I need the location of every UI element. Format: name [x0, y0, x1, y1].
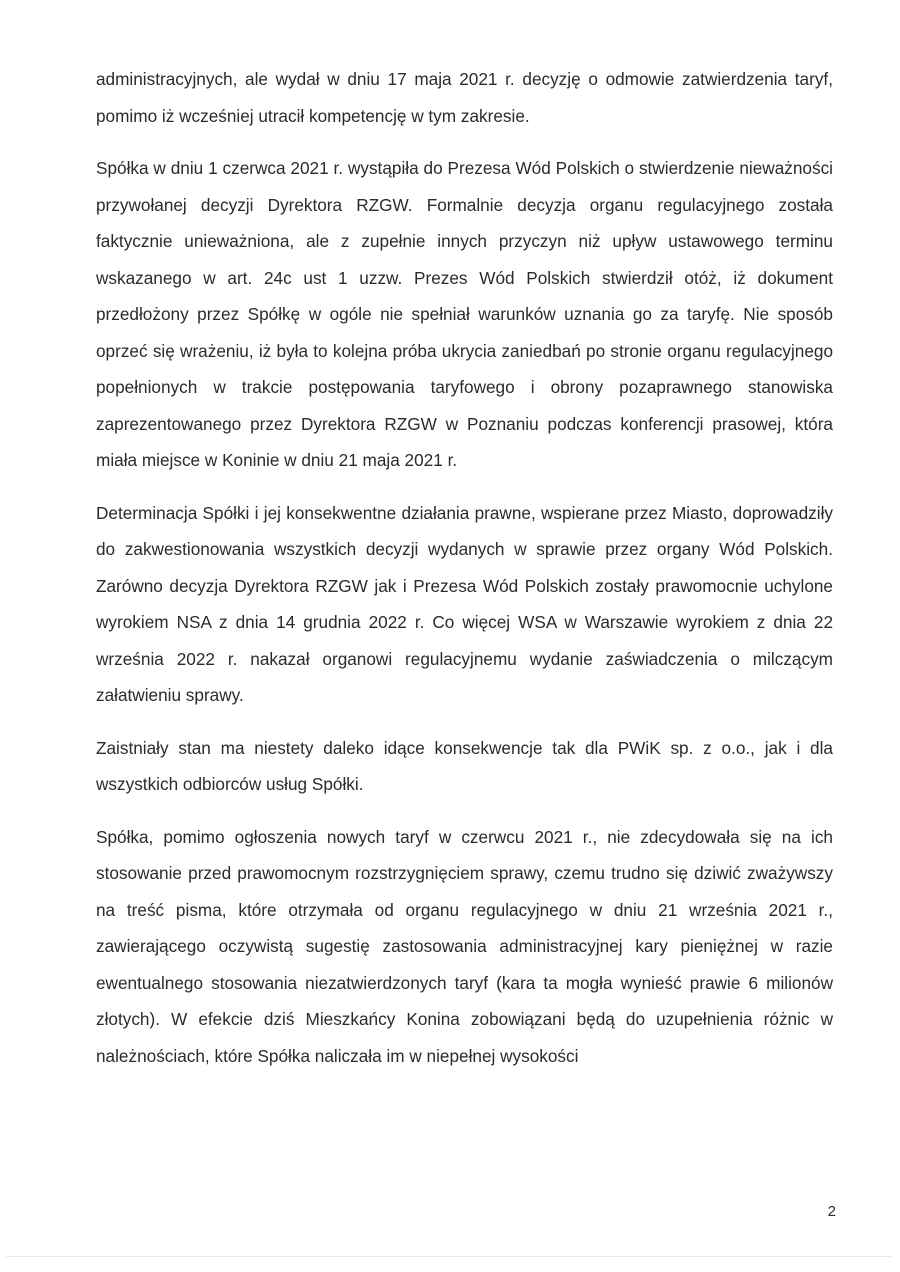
page-number: 2	[827, 1203, 836, 1220]
paragraph-2: Spółka w dniu 1 czerwca 2021 r. wystąpiła do Prezesa Wód Polskich o stwierdzenie nieważności przywołanej decyzji Dyrektora RZGW. Formalnie decyzja organu regulacyjnego została faktycznie unieważniona, ale z zupełnie innych przyczyn niż upływ ustawowego terminu wskazanego w art. 24c ust 1 uzzw. Prezes Wód Polskich stwierdził otóż, iż dokument przedłożony przez Spółkę w ogóle nie spełniał warunków uznania go za taryfę. Nie sposób oprzeć się wrażeniu, iż była to kolejna próba ukrycia zaniedbań po stronie organu regulacyjnego popełnionych w trakcie postępowania taryfowego i obrony pozaprawnego stanowiska zaprezentowanego przez Dyrektora RZGW w Poznaniu podczas konferencji prasowej, która miała miejsce w Koninie w dniu 21 maja 2021 r.	[96, 158, 833, 470]
document-body	[96, 61, 833, 1090]
page-bottom-edge	[6, 1256, 892, 1257]
paragraph-4: Zaistniały stan ma niestety daleko idące konsekwencje tak dla PWiK sp. z o.o., jak i dla wszystkich odbiorców usług Spółki.	[96, 737, 833, 794]
paragraph-1: administracyjnych, ale wydał w dniu 17 maja 2021 r. decyzję o odmowie zatwierdzenia taryf, pomimo iż wcześniej utracił kompetencję w tym zakresie.	[96, 69, 833, 126]
paragraph-3: Determinacja Spółki i jej konsekwentne działania prawne, wspierane przez Miasto, doprowadziły do zakwestionowania wszystkich decyzji wydanych w sprawie przez organy Wód Polskich. Zarówno decyzja Dyrektora RZGW jak i Prezesa Wód Polskich zostały prawomocnie uchylone wyrokiem NSA z dnia 14 grudnia 2022 r. Co więcej WSA w Warszawie wyrokiem z dnia 22 września 2022 r. nakazał organowi regulacyjnemu wydanie zaświadczenia o milczącym załatwieniu sprawy.	[96, 502, 833, 705]
paragraph-5: Spółka, pomimo ogłoszenia nowych taryf w czerwcu 2021 r., nie zdecydowała się na ich stosowanie przed prawomocnym rozstrzygnięciem sprawy, czemu trudno się dziwić zważywszy na treść pisma, które otrzymała od organu regulacyjnego w dniu 21 września 2021 r., zawierającego oczywistą sugestię zastosowania administracyjnej kary pieniężnej w razie ewentualnego stosowania niezatwierdzonych taryf (kara ta mogła wynieść prawie 6 milionów złotych). W efekcie dziś Mieszkańcy Konina zobowiązani będą do uzupełnienia różnic w należnościach, które Spółka naliczała im w niepełnej wysokości	[96, 826, 833, 1066]
